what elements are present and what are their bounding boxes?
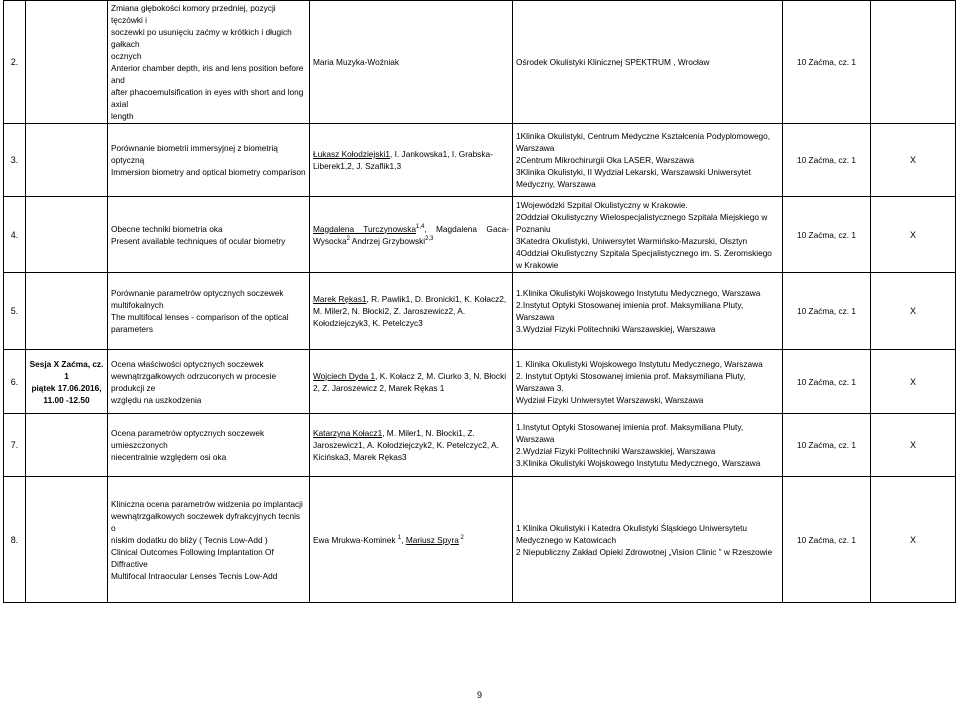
session-cell <box>26 197 108 273</box>
authors: Łukasz Kołodziejski1, I. Jankowska1, I. Grabska-Liberek1,2, J. Szaflik1,3 <box>310 124 513 197</box>
title-line: Present available techniques of ocular biometry <box>111 235 286 246</box>
table-row <box>4 1 956 124</box>
table-row <box>4 273 956 350</box>
authors: Maria Muzyka-Woźniak <box>310 1 513 124</box>
affiliation-line: Wydział Fizyki Uniwersytet Warszawski, Warszawa <box>516 394 704 405</box>
title-line: length <box>111 111 134 121</box>
affiliation-line: 2.Instytut Optyki Stosowanej imienia prof. Maksymiliana Pluty, Warszawa <box>516 300 744 322</box>
confirmation-mark: X <box>871 273 956 350</box>
confirmation-mark: X <box>871 197 956 273</box>
session-cell <box>26 1 108 124</box>
title-line: względu na uszkodzenia <box>111 394 202 405</box>
row-number: 7. <box>4 414 26 477</box>
session-label: 10 Zaćma, cz. 1 <box>783 1 871 124</box>
authors: Wojciech Dyda 1, K. Kołacz 2, M. Ciurko 3, N. Błocki 2, Z. Jaroszewicz 2, Marek Rękas 1 <box>310 350 513 414</box>
affiliations <box>513 124 783 197</box>
session-cell <box>26 124 108 197</box>
authors: Ewa Mrukwa-Kominek $^1$, Mariusz Spyra $^2$ <box>310 477 513 603</box>
presentation-title <box>108 414 310 477</box>
title-line: after phacoemulsification in eyes with short and long axial <box>111 87 304 109</box>
row-number: 5. <box>4 273 26 350</box>
table-row <box>4 124 956 197</box>
authors: Katarzyna Kołacz1, M. Miler1, N. Błocki1, Z. Jaroszewicz1, A. Kołodziejczyk2, K. Petelczyc2, A. Kicińska3, Marek Rękas3 <box>310 414 513 477</box>
session-label: 10 Zaćma, cz. 1 <box>783 124 871 197</box>
affiliation-line: 2Centrum Mikrochirurgii Oka LASER, Warszawa <box>516 155 695 165</box>
presentation-title <box>108 197 310 273</box>
affiliation-line: 3.Wydział Fizyki Politechniki Warszawskiej, Warszawa <box>516 324 716 334</box>
presentation-title <box>108 1 310 124</box>
session-cell <box>26 414 108 477</box>
page-number: 9 <box>476 690 482 700</box>
title-line: wewnątrzgałkowych odrzuconych w procesie produkcji ze <box>111 370 277 393</box>
session-cell <box>26 273 108 350</box>
title-line: soczewki po usunięciu zaćmy w krótkich i długich gałkach <box>111 27 292 49</box>
presentation-title <box>108 350 310 414</box>
title-line: Zmiana głębokości komory przedniej, pozycji tęczówki i <box>111 3 276 25</box>
affiliation-line: 2Oddział Okulistyczny Wielospecjalistycznego Szpitala Miejskiego w Poznaniu <box>516 211 768 234</box>
title-line: wewnątrzgałkowych soczewek dyfrakcyjnych tecnis o <box>111 510 301 533</box>
table-row <box>4 414 956 477</box>
session-line: piątek 17.06.2016, <box>31 382 102 393</box>
affiliation-line: 3Katedra Okulistyki, Uniwersytet Warmińsko-Mazurski, Olsztyn <box>516 235 748 246</box>
session-label: 10 Zaćma, cz. 1 <box>783 197 871 273</box>
confirmation-mark: X <box>871 414 956 477</box>
title-line: Kliniczna ocena parametrów widzenia po implantacji <box>111 498 303 509</box>
session-label: 10 Zaćma, cz. 1 <box>783 477 871 603</box>
affiliations <box>513 477 783 603</box>
session-cell <box>26 477 108 603</box>
presentation-title <box>108 477 310 603</box>
row-number: 2. <box>4 1 26 124</box>
title-line: niskim dodatku do bliży ( Tecnis Low-Add ) <box>111 534 268 545</box>
affiliation-line: 2. Instytut Optyki Stosowanej imienia prof. Maksymiliana Pluty, Warszawa 3. <box>516 370 746 393</box>
title-line: Multifocal Intraocular Lenses Tecnis Low-Add <box>111 570 278 581</box>
affiliation-line: 1Wojewódzki Szpital Okulistyczny w Krakowie. <box>516 199 688 210</box>
title-line: multifokalnych <box>111 300 164 310</box>
session-line: 11.00 -12.50 <box>43 394 90 405</box>
session-label: 10 Zaćma, cz. 1 <box>783 273 871 350</box>
affiliation-line: Ośrodek Okulistyki Klinicznej SPEKTRUM , Wrocław <box>516 57 710 67</box>
affiliation-line: 1Klinika Okulistyki, Centrum Medyczne Kształcenia Podyplomowego, Warszawa <box>516 131 771 153</box>
affiliation-line: 1.Instytut Optyki Stosowanej imienia prof. Maksymiliana Pluty, Warszawa <box>516 422 744 444</box>
title-line: Clinical Outcomes Following Implantation Of Diffractive <box>111 546 274 569</box>
title-line: Ocena parametrów optycznych soczewek umieszczonych <box>111 428 265 450</box>
title-line: The multifocal lenses - comparison of the optical <box>111 312 289 322</box>
title-line: Porównanie parametrów optycznych soczewek <box>111 288 284 298</box>
confirmation-mark <box>871 1 956 124</box>
program-table <box>3 0 956 603</box>
title-line: Immersion biometry and optical biometry comparison <box>111 167 306 177</box>
table-row <box>4 350 956 414</box>
affiliation-line: 4Oddział Okulistyczny Szpitala Specjalistycznego im. S. Żeromskiego w Krakowie <box>516 247 772 270</box>
row-number: 8. <box>4 477 26 603</box>
affiliation-line: 1. Klinika Okulistyki Wojskowego Instytutu Medycznego, Warszawa <box>516 358 763 369</box>
confirmation-mark: X <box>871 350 956 414</box>
presentation-title <box>108 124 310 197</box>
table-row <box>4 197 956 273</box>
authors: Marek Rękas1, R. Pawlik1, D. Bronicki1, K. Kołacz2, M. Miler2, N. Błocki2, Z. Jaroszewicz2, A. Kołodziejczyk3, K. Petelczyc3 <box>310 273 513 350</box>
title-line: Anterior chamber depth, iris and lens position before and <box>111 63 304 85</box>
affiliation-line: 1.Klinika Okulistyki Wojskowego Instytutu Medycznego, Warszawa <box>516 288 761 298</box>
affiliation-line: 3.Klinika Okulistyki Wojskowego Instytutu Medycznego, Warszawa <box>516 458 761 468</box>
session-label: 10 Zaćma, cz. 1 <box>783 414 871 477</box>
affiliation-line: 2.Wydział Fizyki Politechniki Warszawskiej, Warszawa <box>516 446 716 456</box>
affiliations <box>513 197 783 273</box>
authors: Magdalena Turczynowska$^{1,4}$, Magdalena Gaca-Wysocka$^2$ Andrzej Grzybowski$^{2,3}$ <box>310 197 513 273</box>
affiliation-line: 3Klinika Okulistyki, II Wydział Lekarski, Warszawski Uniwersytet Medyczny, Warszawa <box>516 167 751 189</box>
row-number: 3. <box>4 124 26 197</box>
title-line: parameters <box>111 324 153 334</box>
title-line: niecentralnie względem osi oka <box>111 452 227 462</box>
row-number: 6. <box>4 350 26 414</box>
session-label: 10 Zaćma, cz. 1 <box>783 350 871 414</box>
title-line: Obecne techniki biometria oka <box>111 223 223 234</box>
affiliations <box>513 350 783 414</box>
session-line: Sesja X Zaćma, cz. 1 <box>29 358 104 381</box>
confirmation-mark: X <box>871 124 956 197</box>
row-number: 4. <box>4 197 26 273</box>
table-row <box>4 477 956 603</box>
title-line: Porównanie biometrii immersyjnej z biometrią optyczną <box>111 143 278 165</box>
affiliations <box>513 414 783 477</box>
affiliation-line: 1 Klinika Okulistyki i Katedra Okulistyki Śląskiego Uniwersytetu Medycznego w Katowicach <box>516 522 748 545</box>
title-line: ocznych <box>111 51 142 61</box>
affiliations <box>513 1 783 124</box>
session-cell <box>26 350 108 414</box>
presentation-title <box>108 273 310 350</box>
affiliations <box>513 273 783 350</box>
title-line: Ocena właściwości optycznych soczewek <box>111 358 264 369</box>
confirmation-mark: X <box>871 477 956 603</box>
affiliation-line: 2 Niepubliczny Zakład Opieki Zdrowotnej „Vision Clinic ” w Rzeszowie <box>516 546 773 557</box>
